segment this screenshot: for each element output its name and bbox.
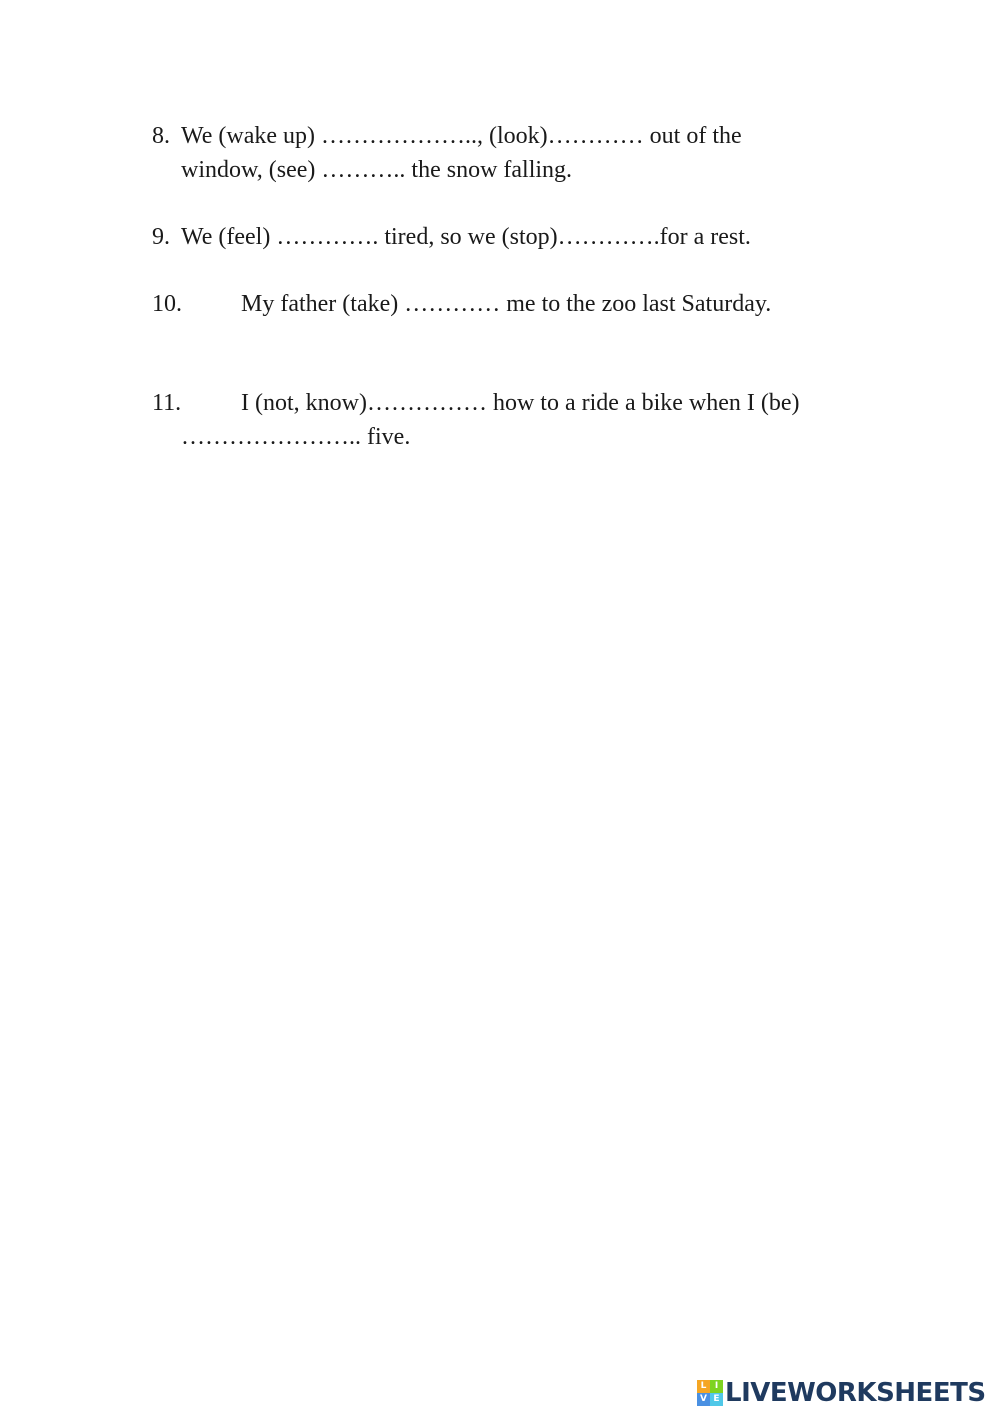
logo-letter: I	[710, 1380, 723, 1393]
logo-text: LIVEWORKSHEETS	[725, 1378, 986, 1408]
exercise-number: 10.	[152, 291, 182, 317]
liveworksheets-logo-icon	[697, 1380, 723, 1406]
logo-letter: V	[697, 1393, 710, 1406]
logo-letter: L	[697, 1380, 710, 1393]
logo-letter: E	[710, 1393, 723, 1406]
exercise-text-line: We (wake up) ……………….., (look)………… out of the	[181, 123, 742, 149]
exercise-text-line: ………………….. five.	[181, 424, 411, 450]
exercise-text-line: window, (see) ……….. the snow falling.	[181, 157, 573, 183]
exercise-text-line: My father (take) ………… me to the zoo last Saturday.	[241, 291, 772, 317]
exercise-number: 11.	[152, 390, 182, 416]
exercise-number: 8.	[152, 123, 170, 149]
exercise-number: 9.	[152, 224, 170, 250]
exercise-text-line: I (not, know)…………… how to a ride a bike when I (be)	[241, 390, 800, 416]
exercise-text-line: We (feel) …………. tired, so we (stop)………….for a rest.	[181, 224, 751, 250]
liveworksheets-logo	[697, 1378, 986, 1408]
